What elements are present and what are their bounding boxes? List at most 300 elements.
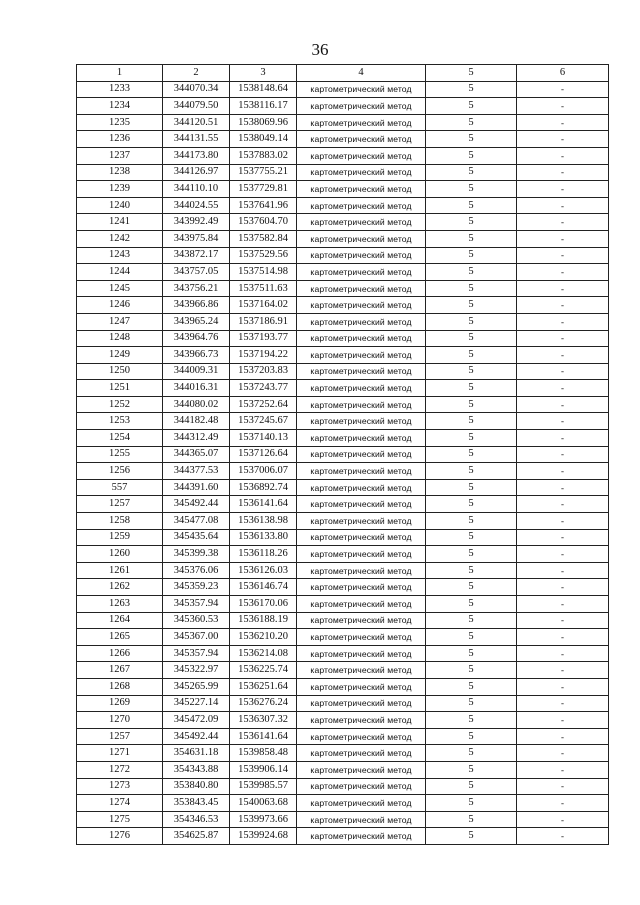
note-cell: -	[517, 513, 609, 530]
method-cell: картометрический метод	[297, 562, 426, 579]
x-coordinate-cell: 345357.94	[163, 645, 230, 662]
accuracy-cell: 5	[426, 463, 517, 480]
x-coordinate-cell: 344110.10	[163, 181, 230, 198]
y-coordinate-cell: 1537203.83	[230, 363, 297, 380]
accuracy-cell: 5	[426, 596, 517, 613]
note-cell: -	[517, 164, 609, 181]
x-coordinate-cell: 344024.55	[163, 197, 230, 214]
note-cell: -	[517, 695, 609, 712]
accuracy-cell: 5	[426, 297, 517, 314]
point-number-cell: 1238	[77, 164, 163, 181]
table-row	[77, 347, 609, 364]
note-cell: -	[517, 197, 609, 214]
method-cell: картометрический метод	[297, 513, 426, 530]
column-header: 2	[163, 65, 230, 82]
accuracy-cell: 5	[426, 230, 517, 247]
x-coordinate-cell: 343872.17	[163, 247, 230, 264]
accuracy-cell: 5	[426, 347, 517, 364]
note-cell: -	[517, 479, 609, 496]
note-cell: -	[517, 745, 609, 762]
table-row	[77, 197, 609, 214]
note-cell: -	[517, 678, 609, 695]
method-cell: картометрический метод	[297, 828, 426, 845]
point-number-cell: 1257	[77, 728, 163, 745]
x-coordinate-cell: 344126.97	[163, 164, 230, 181]
table-row	[77, 645, 609, 662]
table-row	[77, 463, 609, 480]
x-coordinate-cell: 344079.50	[163, 98, 230, 115]
note-cell: -	[517, 131, 609, 148]
accuracy-cell: 5	[426, 214, 517, 231]
x-coordinate-cell: 354631.18	[163, 745, 230, 762]
accuracy-cell: 5	[426, 662, 517, 679]
point-number-cell: 1248	[77, 330, 163, 347]
y-coordinate-cell: 1539906.14	[230, 761, 297, 778]
note-cell: -	[517, 811, 609, 828]
point-number-cell: 557	[77, 479, 163, 496]
table-row	[77, 230, 609, 247]
accuracy-cell: 5	[426, 413, 517, 430]
table-row	[77, 579, 609, 596]
note-cell: -	[517, 280, 609, 297]
method-cell: картометрический метод	[297, 778, 426, 795]
note-cell: -	[517, 313, 609, 330]
y-coordinate-cell: 1536118.26	[230, 546, 297, 563]
table-row	[77, 446, 609, 463]
y-coordinate-cell: 1536214.08	[230, 645, 297, 662]
note-cell: -	[517, 413, 609, 430]
x-coordinate-cell: 343964.76	[163, 330, 230, 347]
point-number-cell: 1239	[77, 181, 163, 198]
x-coordinate-cell: 344131.55	[163, 131, 230, 148]
point-number-cell: 1256	[77, 463, 163, 480]
y-coordinate-cell: 1539985.57	[230, 778, 297, 795]
point-number-cell: 1246	[77, 297, 163, 314]
point-number-cell: 1257	[77, 496, 163, 513]
table-row	[77, 313, 609, 330]
accuracy-cell: 5	[426, 313, 517, 330]
method-cell: картометрический метод	[297, 114, 426, 131]
x-coordinate-cell: 345322.97	[163, 662, 230, 679]
table-row	[77, 479, 609, 496]
x-coordinate-cell: 345359.23	[163, 579, 230, 596]
x-coordinate-cell: 345367.00	[163, 629, 230, 646]
accuracy-cell: 5	[426, 546, 517, 563]
note-cell: -	[517, 712, 609, 729]
y-coordinate-cell: 1536210.20	[230, 629, 297, 646]
x-coordinate-cell: 354343.88	[163, 761, 230, 778]
method-cell: картометрический метод	[297, 446, 426, 463]
point-number-cell: 1270	[77, 712, 163, 729]
point-number-cell: 1250	[77, 363, 163, 380]
column-header: 6	[517, 65, 609, 82]
point-number-cell: 1262	[77, 579, 163, 596]
y-coordinate-cell: 1537245.67	[230, 413, 297, 430]
point-number-cell: 1275	[77, 811, 163, 828]
y-coordinate-cell: 1537529.56	[230, 247, 297, 264]
table-row	[77, 695, 609, 712]
note-cell: -	[517, 596, 609, 613]
table-row	[77, 546, 609, 563]
point-number-cell: 1264	[77, 612, 163, 629]
accuracy-cell: 5	[426, 81, 517, 98]
accuracy-cell: 5	[426, 131, 517, 148]
y-coordinate-cell: 1536251.64	[230, 678, 297, 695]
y-coordinate-cell: 1537186.91	[230, 313, 297, 330]
x-coordinate-cell: 343756.21	[163, 280, 230, 297]
x-coordinate-cell: 345435.64	[163, 529, 230, 546]
note-cell: -	[517, 546, 609, 563]
method-cell: картометрический метод	[297, 811, 426, 828]
y-coordinate-cell: 1537641.96	[230, 197, 297, 214]
x-coordinate-cell: 353840.80	[163, 778, 230, 795]
note-cell: -	[517, 264, 609, 281]
note-cell: -	[517, 247, 609, 264]
y-coordinate-cell: 1537755.21	[230, 164, 297, 181]
point-number-cell: 1252	[77, 396, 163, 413]
method-cell: картометрический метод	[297, 297, 426, 314]
table-row	[77, 712, 609, 729]
accuracy-cell: 5	[426, 579, 517, 596]
note-cell: -	[517, 214, 609, 231]
accuracy-cell: 5	[426, 629, 517, 646]
method-cell: картометрический метод	[297, 197, 426, 214]
x-coordinate-cell: 354346.53	[163, 811, 230, 828]
point-number-cell: 1266	[77, 645, 163, 662]
accuracy-cell: 5	[426, 811, 517, 828]
accuracy-cell: 5	[426, 264, 517, 281]
accuracy-cell: 5	[426, 795, 517, 812]
x-coordinate-cell: 343992.49	[163, 214, 230, 231]
method-cell: картометрический метод	[297, 745, 426, 762]
x-coordinate-cell: 344120.51	[163, 114, 230, 131]
x-coordinate-cell: 345472.09	[163, 712, 230, 729]
y-coordinate-cell: 1536170.06	[230, 596, 297, 613]
point-number-cell: 1243	[77, 247, 163, 264]
method-cell: картометрический метод	[297, 264, 426, 281]
y-coordinate-cell: 1536141.64	[230, 728, 297, 745]
point-number-cell: 1258	[77, 513, 163, 530]
table-row	[77, 297, 609, 314]
y-coordinate-cell: 1536126.03	[230, 562, 297, 579]
point-number-cell: 1265	[77, 629, 163, 646]
accuracy-cell: 5	[426, 114, 517, 131]
x-coordinate-cell: 343757.05	[163, 264, 230, 281]
y-coordinate-cell: 1537126.64	[230, 446, 297, 463]
note-cell: -	[517, 230, 609, 247]
x-coordinate-cell: 345376.06	[163, 562, 230, 579]
method-cell: картометрический метод	[297, 662, 426, 679]
point-number-cell: 1272	[77, 761, 163, 778]
x-coordinate-cell: 353843.45	[163, 795, 230, 812]
x-coordinate-cell: 344016.31	[163, 380, 230, 397]
accuracy-cell: 5	[426, 828, 517, 845]
note-cell: -	[517, 430, 609, 447]
note-cell: -	[517, 363, 609, 380]
y-coordinate-cell: 1537729.81	[230, 181, 297, 198]
method-cell: картометрический метод	[297, 247, 426, 264]
x-coordinate-cell: 344173.80	[163, 147, 230, 164]
y-coordinate-cell: 1537194.22	[230, 347, 297, 364]
accuracy-cell: 5	[426, 164, 517, 181]
method-cell: картометрический метод	[297, 795, 426, 812]
x-coordinate-cell: 344080.02	[163, 396, 230, 413]
y-coordinate-cell: 1537604.70	[230, 214, 297, 231]
note-cell: -	[517, 529, 609, 546]
note-cell: -	[517, 114, 609, 131]
column-header: 4	[297, 65, 426, 82]
accuracy-cell: 5	[426, 678, 517, 695]
point-number-cell: 1260	[77, 546, 163, 563]
x-coordinate-cell: 345477.08	[163, 513, 230, 530]
accuracy-cell: 5	[426, 612, 517, 629]
note-cell: -	[517, 645, 609, 662]
point-number-cell: 1245	[77, 280, 163, 297]
note-cell: -	[517, 579, 609, 596]
point-number-cell: 1249	[77, 347, 163, 364]
table-row	[77, 247, 609, 264]
table-row	[77, 596, 609, 613]
point-number-cell: 1271	[77, 745, 163, 762]
table-row	[77, 430, 609, 447]
method-cell: картометрический метод	[297, 81, 426, 98]
method-cell: картометрический метод	[297, 147, 426, 164]
point-number-cell: 1247	[77, 313, 163, 330]
page-number: 36	[311, 40, 329, 59]
note-cell: -	[517, 761, 609, 778]
y-coordinate-cell: 1537193.77	[230, 330, 297, 347]
method-cell: картометрический метод	[297, 463, 426, 480]
point-number-cell: 1261	[77, 562, 163, 579]
table-row	[77, 629, 609, 646]
y-coordinate-cell: 1538148.64	[230, 81, 297, 98]
table-row	[77, 164, 609, 181]
table-row	[77, 330, 609, 347]
note-cell: -	[517, 380, 609, 397]
table-row	[77, 778, 609, 795]
point-number-cell: 1240	[77, 197, 163, 214]
note-cell: -	[517, 795, 609, 812]
y-coordinate-cell: 1536307.32	[230, 712, 297, 729]
x-coordinate-cell: 345492.44	[163, 496, 230, 513]
column-header: 1	[77, 65, 163, 82]
x-coordinate-cell: 354625.87	[163, 828, 230, 845]
note-cell: -	[517, 147, 609, 164]
table-row	[77, 363, 609, 380]
method-cell: картометрический метод	[297, 280, 426, 297]
y-coordinate-cell: 1538049.14	[230, 131, 297, 148]
note-cell: -	[517, 496, 609, 513]
point-number-cell: 1267	[77, 662, 163, 679]
accuracy-cell: 5	[426, 396, 517, 413]
table-row	[77, 678, 609, 695]
y-coordinate-cell: 1537243.77	[230, 380, 297, 397]
x-coordinate-cell: 344009.31	[163, 363, 230, 380]
accuracy-cell: 5	[426, 147, 517, 164]
method-cell: картометрический метод	[297, 645, 426, 662]
table-row	[77, 214, 609, 231]
accuracy-cell: 5	[426, 745, 517, 762]
point-number-cell: 1251	[77, 380, 163, 397]
table-row	[77, 745, 609, 762]
method-cell: картометрический метод	[297, 181, 426, 198]
accuracy-cell: 5	[426, 496, 517, 513]
note-cell: -	[517, 828, 609, 845]
accuracy-cell: 5	[426, 562, 517, 579]
y-coordinate-cell: 1537582.84	[230, 230, 297, 247]
column-header: 5	[426, 65, 517, 82]
point-number-cell: 1269	[77, 695, 163, 712]
point-number-cell: 1263	[77, 596, 163, 613]
x-coordinate-cell: 345357.94	[163, 596, 230, 613]
y-coordinate-cell: 1536225.74	[230, 662, 297, 679]
x-coordinate-cell: 343966.73	[163, 347, 230, 364]
x-coordinate-cell: 344182.48	[163, 413, 230, 430]
y-coordinate-cell: 1537164.02	[230, 297, 297, 314]
note-cell: -	[517, 629, 609, 646]
y-coordinate-cell: 1537140.13	[230, 430, 297, 447]
y-coordinate-cell: 1539858.48	[230, 745, 297, 762]
x-coordinate-cell: 345227.14	[163, 695, 230, 712]
accuracy-cell: 5	[426, 728, 517, 745]
point-number-cell: 1234	[77, 98, 163, 115]
accuracy-cell: 5	[426, 778, 517, 795]
x-coordinate-cell: 344377.53	[163, 463, 230, 480]
table-row	[77, 728, 609, 745]
method-cell: картометрический метод	[297, 98, 426, 115]
method-cell: картометрический метод	[297, 479, 426, 496]
accuracy-cell: 5	[426, 513, 517, 530]
accuracy-cell: 5	[426, 761, 517, 778]
accuracy-cell: 5	[426, 280, 517, 297]
note-cell: -	[517, 330, 609, 347]
y-coordinate-cell: 1537883.02	[230, 147, 297, 164]
x-coordinate-cell: 345360.53	[163, 612, 230, 629]
table-row	[77, 264, 609, 281]
point-number-cell: 1244	[77, 264, 163, 281]
accuracy-cell: 5	[426, 645, 517, 662]
point-number-cell: 1276	[77, 828, 163, 845]
table-row	[77, 181, 609, 198]
y-coordinate-cell: 1537514.98	[230, 264, 297, 281]
method-cell: картометрический метод	[297, 678, 426, 695]
y-coordinate-cell: 1538116.17	[230, 98, 297, 115]
y-coordinate-cell: 1537511.63	[230, 280, 297, 297]
note-cell: -	[517, 81, 609, 98]
point-number-cell: 1273	[77, 778, 163, 795]
method-cell: картометрический метод	[297, 695, 426, 712]
table-row	[77, 496, 609, 513]
point-number-cell: 1255	[77, 446, 163, 463]
note-cell: -	[517, 446, 609, 463]
y-coordinate-cell: 1537006.07	[230, 463, 297, 480]
y-coordinate-cell: 1536141.64	[230, 496, 297, 513]
y-coordinate-cell: 1537252.64	[230, 396, 297, 413]
note-cell: -	[517, 347, 609, 364]
table-row	[77, 380, 609, 397]
x-coordinate-cell: 343965.24	[163, 313, 230, 330]
point-number-cell: 1253	[77, 413, 163, 430]
table-row	[77, 811, 609, 828]
point-number-cell: 1259	[77, 529, 163, 546]
accuracy-cell: 5	[426, 712, 517, 729]
y-coordinate-cell: 1536188.19	[230, 612, 297, 629]
accuracy-cell: 5	[426, 330, 517, 347]
method-cell: картометрический метод	[297, 761, 426, 778]
accuracy-cell: 5	[426, 363, 517, 380]
table-row	[77, 662, 609, 679]
point-number-cell: 1254	[77, 430, 163, 447]
x-coordinate-cell: 344365.07	[163, 446, 230, 463]
method-cell: картометрический метод	[297, 529, 426, 546]
method-cell: картометрический метод	[297, 546, 426, 563]
method-cell: картометрический метод	[297, 380, 426, 397]
y-coordinate-cell: 1540063.68	[230, 795, 297, 812]
table-row	[77, 562, 609, 579]
y-coordinate-cell: 1536133.80	[230, 529, 297, 546]
y-coordinate-cell: 1539924.68	[230, 828, 297, 845]
table-row	[77, 131, 609, 148]
accuracy-cell: 5	[426, 98, 517, 115]
table-row	[77, 280, 609, 297]
point-number-cell: 1235	[77, 114, 163, 131]
table-row	[77, 761, 609, 778]
accuracy-cell: 5	[426, 446, 517, 463]
x-coordinate-cell: 344391.60	[163, 479, 230, 496]
method-cell: картометрический метод	[297, 728, 426, 745]
table-row	[77, 147, 609, 164]
y-coordinate-cell: 1539973.66	[230, 811, 297, 828]
note-cell: -	[517, 562, 609, 579]
method-cell: картометрический метод	[297, 596, 426, 613]
method-cell: картометрический метод	[297, 712, 426, 729]
method-cell: картометрический метод	[297, 612, 426, 629]
column-header: 3	[230, 65, 297, 82]
table-row	[77, 513, 609, 530]
method-cell: картометрический метод	[297, 430, 426, 447]
method-cell: картометрический метод	[297, 363, 426, 380]
note-cell: -	[517, 662, 609, 679]
x-coordinate-cell: 345265.99	[163, 678, 230, 695]
method-cell: картометрический метод	[297, 579, 426, 596]
point-number-cell: 1236	[77, 131, 163, 148]
x-coordinate-cell: 343975.84	[163, 230, 230, 247]
y-coordinate-cell: 1536138.98	[230, 513, 297, 530]
x-coordinate-cell: 343966.86	[163, 297, 230, 314]
note-cell: -	[517, 98, 609, 115]
method-cell: картометрический метод	[297, 413, 426, 430]
method-cell: картометрический метод	[297, 330, 426, 347]
table-row	[77, 612, 609, 629]
note-cell: -	[517, 778, 609, 795]
method-cell: картометрический метод	[297, 347, 426, 364]
accuracy-cell: 5	[426, 695, 517, 712]
method-cell: картометрический метод	[297, 629, 426, 646]
note-cell: -	[517, 181, 609, 198]
point-number-cell: 1237	[77, 147, 163, 164]
point-number-cell: 1242	[77, 230, 163, 247]
table-header-row	[77, 65, 609, 82]
accuracy-cell: 5	[426, 197, 517, 214]
method-cell: картометрический метод	[297, 131, 426, 148]
x-coordinate-cell: 344070.34	[163, 81, 230, 98]
table-body	[77, 81, 609, 844]
method-cell: картометрический метод	[297, 164, 426, 181]
table-row	[77, 413, 609, 430]
y-coordinate-cell: 1536892.74	[230, 479, 297, 496]
accuracy-cell: 5	[426, 430, 517, 447]
accuracy-cell: 5	[426, 181, 517, 198]
